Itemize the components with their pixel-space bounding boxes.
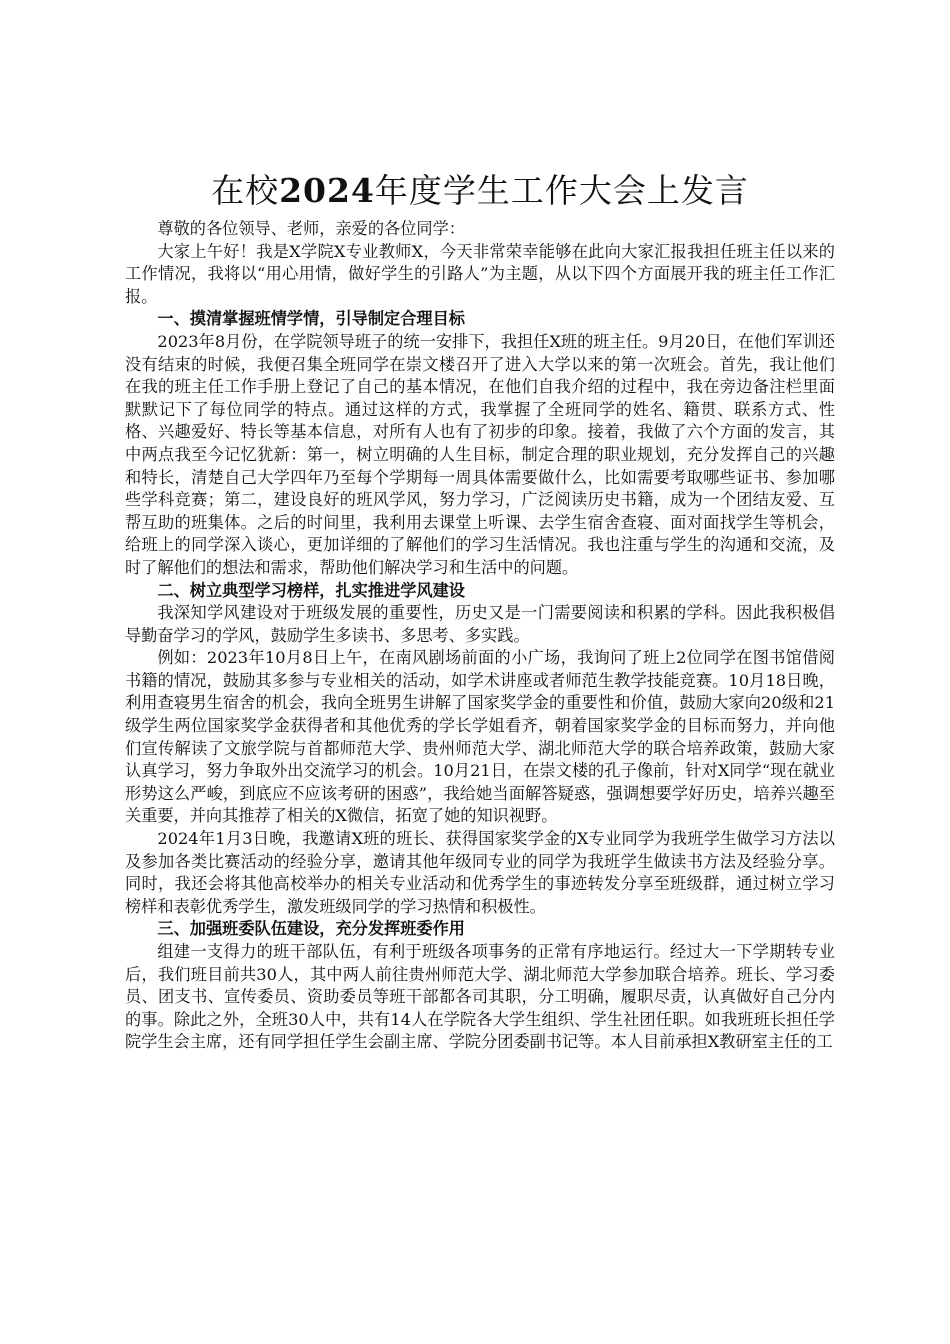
section-1-heading: 一、摸清掌握班情学情，引导制定合理目标 (157, 309, 465, 329)
section-2-paragraph-1: 我深知学风建设对于班级发展的重要性，历史又是一门需要阅读和积累的学科。因此我积极倡导勤奋学习的学风，鼓励学生多读书、多思考、多实践。 (125, 603, 835, 645)
section-1-paragraph-1: 2023年8月份，在学院领导班子的统一安排下，我担任X班的班主任。9月20日，在他们军训还没有结束的时候，我便召集全班同学在崇文楼召开了进入大学以来的第一次班会。首先，我让他们在我的班主任工作手册上登记了自己的基本情况，在他们自我介绍的过程中，我在旁边备注栏里面默默记下了每位同学的特点。通过这样的方式，我掌握了全班同学的姓名、籍贯、联系方式、性格、兴趣爱好、特长等基本信息，对所有人也有了初步的印象。接着，我做了六个方面的发言，其中两点我至今记忆犹新：第一，树立明确的人生目标，制定合理的职业规划，充分发挥自己的兴趣和特长，清楚自己大学四年乃至每个学期每一周具体需要做什么，比如需要考取哪些证书、参加哪些学科竞赛；第二，建设良好的班风学风，努力学习，广泛阅读历史书籍，成为一个团结友爱、互帮互助的班集体。之后的时间里，我利用去课堂上听课、去学生宿舍查寝、面对面找学生等机会，给班上的同学深入谈心，更加详细的了解他们的学习生活情况。我也注重与学生的沟通和交流，及时了解他们的想法和需求，帮助他们解决学习和生活中的问题。 (125, 331, 835, 577)
document-page (125, 170, 835, 1054)
section-3-heading: 三、加强班委队伍建设，充分发挥班委作用 (157, 919, 465, 939)
title-suffix: 年度学生工作大会上发言 (374, 171, 749, 210)
intro-paragraph: 大家上午好！我是X学院X专业教师X，今天非常荣幸能够在此向大家汇报我担任班主任以来的工作情况，我将以“用心用情，做好学生的引路人”为主题，从以下四个方面展开我的班主任工作汇报。 (125, 241, 835, 306)
section-2-paragraph-2: 例如：2023年10月8日上午，在南风剧场前面的小广场，我询问了班上2位同学在图书馆借阅书籍的情况，鼓励其多参与专业相关的活动，如学术讲座或者师范生教学技能竞赛。10月18日晚，利用查寝男生宿舍的机会，我向全班男生讲解了国家奖学金的重要性和价值，鼓励大家向20级和21级学生两位国家奖学金获得者和其他优秀的学长学姐看齐，朝着国家奖学金的目标而努力，并向他们宣传解读了文旅学院与首都师范大学、贵州师范大学、湖北师范大学的联合培养政策，鼓励大家认真学习，努力争取外出交流学习的机会。10月21日，在崇文楼的孔子像前，针对X同学“现在就业形势这么严峻，到底应不应该考研的困惑”，我给她当面解答疑惑，强调想要学好历史，培养兴趣至关重要，并向其推荐了相关的X微信，拓宽了她的知识视野。 (125, 648, 835, 826)
section-2-heading: 二、树立典型学习榜样，扎实推进学风建设 (157, 580, 465, 600)
section-2-paragraph-3: 2024年1月3日晚，我邀请X班的班长、获得国家奖学金的X专业同学为我班学生做学习方法以及参加各类比赛活动的经验分享，邀请其他年级同专业的同学为我班学生做读书方法及经验分享。同时，我还会将其他高校举办的相关专业活动和优秀学生的事迹转发分享至班级群，通过树立学习榜样和表彰优秀学生，激发班级同学的学习热情和积极性。 (125, 829, 835, 916)
title-year: 2024 (279, 171, 375, 210)
section-3-paragraph-1: 组建一支得力的班干部队伍，有利于班级各项事务的正常有序地运行。经过大一下学期转专业后，我们班目前共30人，其中两人前往贵州师范大学、湖北师范大学参加联合培养。班长、学习委员、团支书、宣传委员、资助委员等班干部都各司其职，分工明确，履职尽责，认真做好自己分内的事。除此之外，全班30人中，共有14人在学院各大学生组织、学生社团任职。如我班班长担任学院学生会主席，还有同学担任学生会副主席、学院分团委副书记等。本人目前承担X教研室主任的工 (125, 942, 835, 1052)
title-prefix: 在校 (211, 171, 280, 210)
greeting: 尊敬的各位领导、老师，亲爱的各位同学： (157, 219, 465, 238)
document-title (125, 170, 835, 212)
